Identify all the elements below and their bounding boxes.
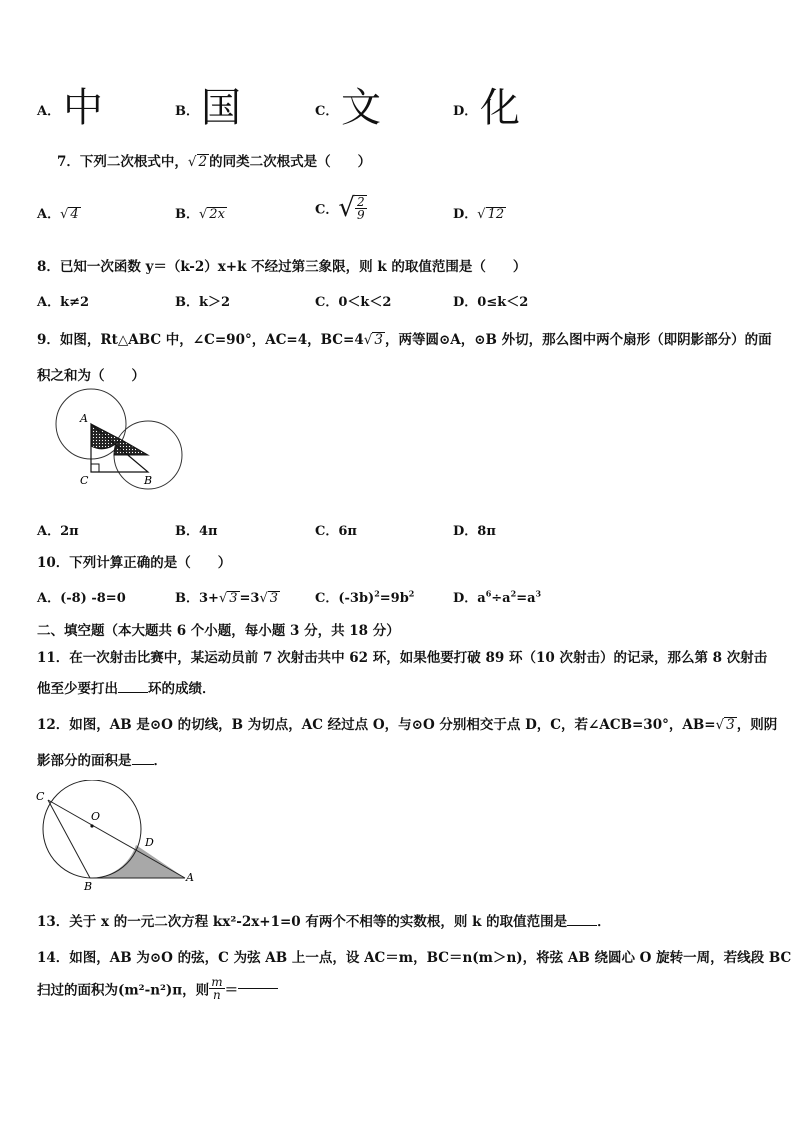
q7-option-b: B．√ 2x xyxy=(175,207,225,222)
q7-option-d: D．√ 12 xyxy=(453,207,505,222)
q7-option-a: A．√ 4 xyxy=(37,207,79,222)
q9-option-b: B．4π xyxy=(175,524,218,539)
q11-stem-line2: 他至少要打出 环的成绩． xyxy=(37,681,216,697)
q7-stem: 7．下列二次根式中，√ 2 的同类二次根式是（ ） xyxy=(57,154,372,170)
q8-option-c: C．0＜k＜2 xyxy=(315,295,392,310)
q6-option-b-label: B． xyxy=(175,104,199,119)
label-b: B xyxy=(144,474,153,487)
label-b: B xyxy=(84,880,93,893)
q13-stem: 13．关于 x 的一元二次方程 kx²-2x+1=0 有两个不相等的实数根，则 k 的取值范围是 ． xyxy=(37,914,611,930)
q12-figure xyxy=(30,780,205,895)
q12-stem-line2: 影部分的面积是 ． xyxy=(37,753,167,769)
q6-option-a-char: 中 xyxy=(63,85,103,131)
q9-stem-line1: 9．如图，Rt△ABC 中，∠C=90°，AC=4，BC=4√ 3 ，两等圆⊙A，⊙B 外切，那么图中两个扇形（即阴影部分）的面 xyxy=(37,332,772,348)
q10-stem: 10．下列计算正确的是（ ） xyxy=(37,555,232,571)
q9-option-a: A．2π xyxy=(37,524,79,539)
q6-option-d-label: D． xyxy=(453,104,478,119)
q10-option-c: C．$(-3b)^2=9b^2$ xyxy=(315,588,415,606)
label-d: D xyxy=(145,836,154,849)
q12-answer-blank xyxy=(132,764,154,765)
q8-option-d: D．0≤k＜2 xyxy=(453,295,529,310)
q10-option-a: A．(-8) -8=0 xyxy=(37,591,126,606)
q14-stem-line2: 扫过的面积为(m²-n²)π，则 $\frac{m}{n}$ ＝ xyxy=(37,976,278,1001)
right-angle-mark xyxy=(91,464,99,472)
q14-fraction: $\frac{m}{n}$ xyxy=(211,975,223,1002)
q8-option-b: B．k＞2 xyxy=(175,295,231,310)
q8-stem: 8．已知一次函数 y＝（k-2）x+k 不经过第三象限，则 k 的取值范围是（ ） xyxy=(37,259,527,275)
q11-stem-line1: 11．在一次射击比赛中，某运动员前 7 次射击共中 62 环，如果他要打破 89 环（10 次射击）的记录，那么第 8 次射击 xyxy=(37,650,768,666)
circle-o xyxy=(43,780,141,878)
q6-option-c-label: C． xyxy=(315,104,339,119)
shaded-region xyxy=(90,845,185,878)
q8-option-a: A．k≠2 xyxy=(37,295,90,310)
q14-answer-blank xyxy=(238,988,278,989)
q7-radical: 2 xyxy=(198,154,208,170)
q9-option-c: C．6π xyxy=(315,524,357,539)
section-2-heading: 二、填空题（本大题共 6 个小题，每小题 3 分，共 18 分） xyxy=(37,623,400,639)
q9-option-d: D．8π xyxy=(453,524,496,539)
q6-option-d-char: 化 xyxy=(480,85,520,131)
label-o: O xyxy=(91,810,101,823)
q6-option-b-char: 国 xyxy=(201,85,241,131)
center-dot xyxy=(90,824,93,827)
q7-option-c: C．√ $\frac{2}{9}$ xyxy=(315,193,365,223)
label-c: C xyxy=(80,474,89,487)
q11-answer-blank xyxy=(118,692,148,693)
q6-option-a-label: A． xyxy=(37,104,61,119)
q10-option-b: B．3+√ 3 =3√ 3 xyxy=(175,591,279,606)
q9-stem-line2: 积之和为（ ） xyxy=(37,368,145,384)
q10-option-d: D．$a^6\div a^2=a^3$ xyxy=(453,588,542,606)
q6-option-c-char: 文 xyxy=(341,85,381,131)
q9-figure xyxy=(50,388,190,493)
label-c: C xyxy=(36,790,45,803)
label-a: A xyxy=(186,871,194,884)
q13-answer-blank xyxy=(567,925,597,926)
q12-stem-line1: 12．如图，AB 是⊙O 的切线，B 为切点，AC 经过点 O，与⊙O 分别相交于点 D，C，若∠ACB=30°，AB=√ 3 ，则阴 xyxy=(37,717,778,733)
q14-stem-line1: 14．如图，AB 为⊙O 的弦，C 为弦 AB 上一点，设 AC＝m，BC＝n(m＞n)，将弦 AB 绕圆心 O 旋转一周，若线段 BC xyxy=(37,950,792,966)
label-a: A xyxy=(80,412,88,425)
